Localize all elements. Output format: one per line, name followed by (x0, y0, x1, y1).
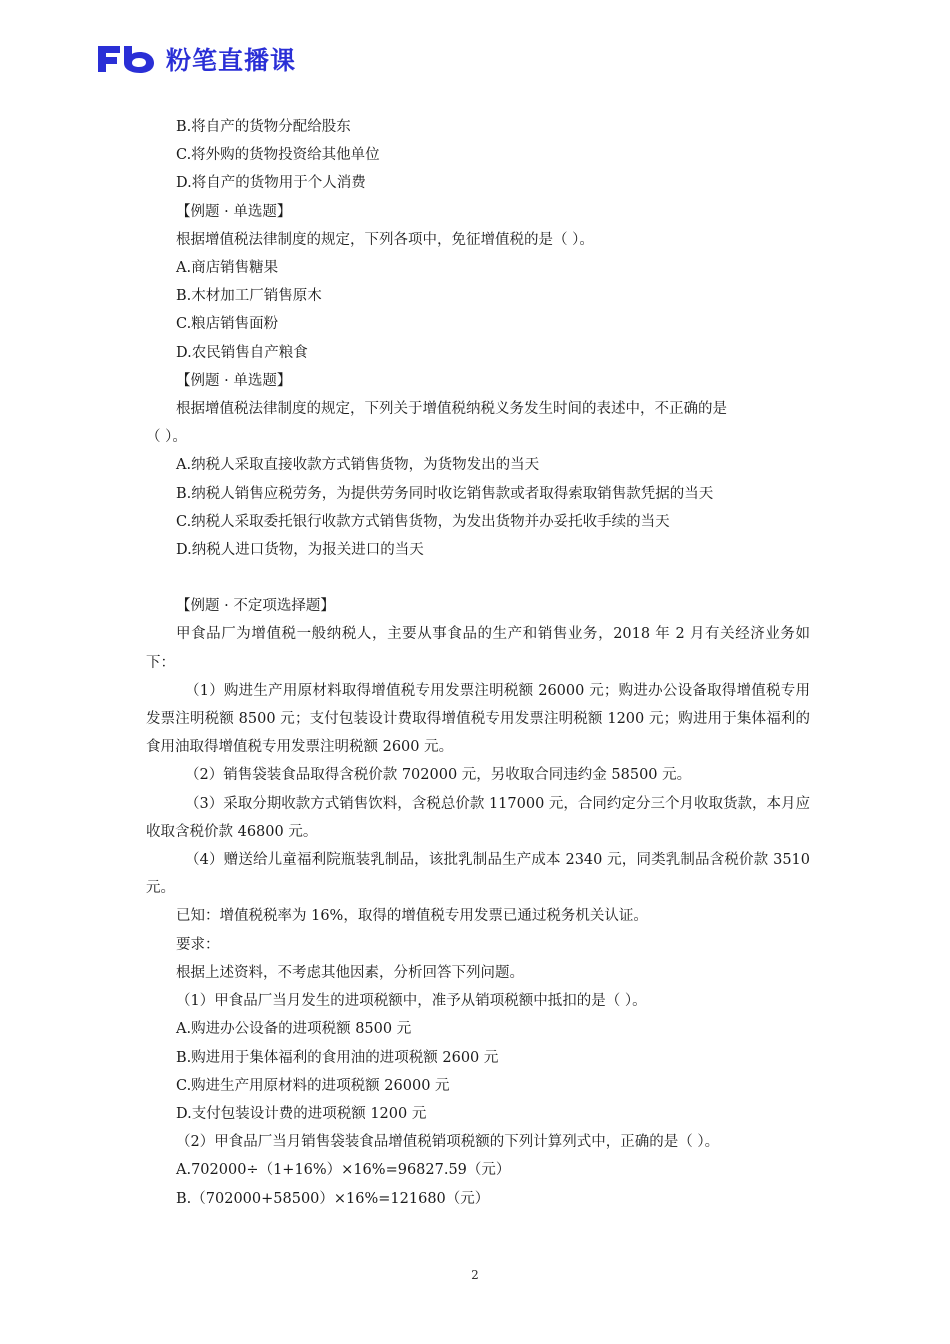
question-heading: 【例题 · 单选题】 (176, 372, 292, 389)
option-c: C.购进生产用原材料的进项税额 26000 元 (176, 1077, 450, 1094)
option-d: D.农民销售自产粮食 (176, 344, 308, 361)
case-item-4: （4）赠送给儿童福利院瓶装乳制品，该批乳制品生产成本 2340 元，同类乳制品含税价款 3510 元。 (146, 852, 810, 897)
document-body (146, 113, 810, 1213)
brand-name: 粉笔直播课 (166, 46, 297, 75)
sub-question-2: （2）甲食品厂当月销售袋装食品增值税销项税额的下列计算列式中，正确的是（ ）。 (176, 1134, 720, 1151)
option-b: B.（702000+58500）×16%=121680（元） (176, 1190, 490, 1207)
option-d: D.将自产的货物用于个人消费 (176, 175, 366, 192)
question-heading: 【例题 · 不定项选择题】 (176, 598, 335, 615)
case-item-3: （3）采取分期收款方式销售饮料，含税总价款 117000 元，合同约定分三个月收取货款，本月应收取含税价款 46800 元。 (146, 795, 810, 840)
case-item-1: （1）购进生产用原材料取得增值税专用发票注明税额 26000 元；购进办公设备取得增值税专用发票注明税额 8500 元；支付包装设计费取得增值税专用发票注明税额 1200 元；购进用于集体福利的食用油取得增值税专用发票注明税额 2600 元。 (146, 682, 810, 756)
fb-logo-icon (96, 44, 158, 74)
option-c: C.纳税人采取委托银行收款方式销售货物，为发出货物并办妥托收手续的当天 (176, 513, 670, 530)
instructions: 根据上述资料，不考虑其他因素，分析回答下列问题。 (176, 964, 524, 981)
option-c: C.将外购的货物投资给其他单位 (176, 147, 380, 164)
case-item-2: （2）销售袋装食品取得含税价款 702000 元，另收取合同违约金 58500 元。 (185, 767, 692, 784)
option-a: A.纳税人采取直接收款方式销售货物，为货物发出的当天 (176, 457, 540, 474)
question-stem: 根据增值税法律制度的规定，下列各项中，免征增值税的是（ ）。 (176, 231, 594, 248)
option-d: D.纳税人进口货物，为报关进口的当天 (176, 542, 424, 559)
option-b: B.购进用于集体福利的食用油的进项税额 2600 元 (176, 1049, 499, 1066)
page-number: 2 (471, 1268, 479, 1282)
sub-question-1: （1）甲食品厂当月发生的进项税额中，准予从销项税额中抵扣的是（ ）。 (176, 993, 647, 1010)
option-a: A.购进办公设备的进项税额 8500 元 (176, 1021, 412, 1038)
option-c: C.粮店销售面粉 (176, 316, 279, 333)
requirements-label: 要求： (176, 936, 220, 953)
brand-logo (96, 42, 296, 76)
option-b: B.纳税人销售应税劳务，为提供劳务同时收讫销售款或者取得索取销售款凭据的当天 (176, 485, 714, 502)
known-conditions: 已知：增值税税率为 16%，取得的增值税专用发票已通过税务机关认证。 (176, 908, 648, 925)
option-b: B.将自产的货物分配给股东 (176, 119, 351, 135)
option-b: B.木材加工厂销售原木 (176, 288, 322, 305)
question-stem-cont: （ ）。 (146, 429, 187, 446)
case-intro: 甲食品厂为增值税一般纳税人，主要从事食品的生产和销售业务，2018 年 2 月有关经济业务如下： (146, 626, 810, 671)
option-a: A.702000÷（1+16%）×16%=96827.59（元） (176, 1162, 511, 1179)
option-d: D.支付包装设计费的进项税额 1200 元 (176, 1105, 427, 1122)
option-a: A.商店销售糖果 (176, 260, 279, 277)
question-heading: 【例题 · 单选题】 (176, 203, 292, 220)
question-stem: 根据增值税法律制度的规定，下列关于增值税纳税义务发生时间的表述中，不正确的是 (176, 401, 727, 418)
